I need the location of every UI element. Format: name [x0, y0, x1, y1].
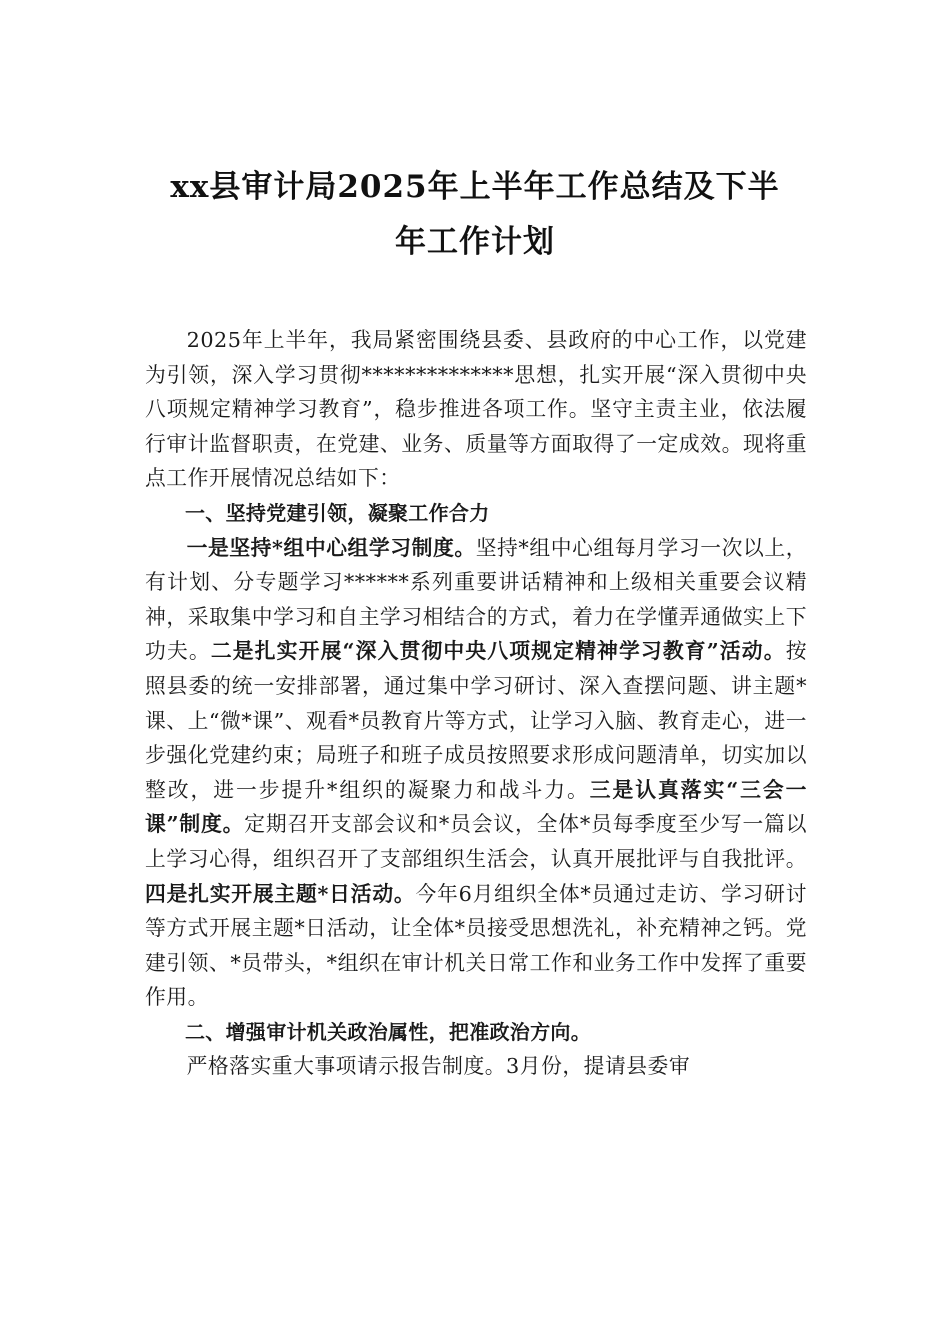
section-2-heading: 二、增强审计机关政治属性，把准政治方向。: [185, 1019, 591, 1044]
title-line-2: 年工作计划: [395, 224, 555, 260]
section-1-text-3: 定期召开支部会议和*员会议，全体*员每季度至少写一篇以上学习心得，组织召开了支部组织生活会，认真开展批评与自我批评。: [145, 812, 808, 871]
section-1-text-1: 坚持*组中心组每月学习一次以上，有计划、分专题学习******系列重要讲话精神和上级相关重要会议精神，采取集中学习和自主学习相结合的方式，着力在学懂弄通做实上下功夫。: [145, 535, 807, 664]
section-1-paragraph: [145, 531, 807, 1015]
section-1-lead-4: 四是扎实开展主题*日活动。: [145, 880, 416, 906]
section-2-paragraph: 严格落实重大事项请示报告制度。3月份，提请县委审: [186, 1054, 691, 1079]
section-1-lead-2: 二是扎实开展“深入贯彻中央八项规定精神学习教育”活动。: [210, 638, 786, 664]
title-line-1: xx县审计局2025年上半年工作总结及下半: [170, 169, 780, 205]
document-title: [120, 160, 830, 270]
document-body: [145, 323, 807, 1084]
section-1-text-2: 按照县委的统一安排部署，通过集中学习研讨、深入查摆问题、讲主题*课、上“微*课”、观看*员教育片等方式，让学习入脑、教育走心，进一步强化党建约束；局班子和班子成员按照要求形成问题清单，切实加以整改，进一步提升*组织的凝聚力和战斗力。: [145, 639, 807, 802]
section-1-lead-1: 一是坚持*组中心组学习制度。: [186, 534, 476, 560]
section-1-lead-3: 三是认真落实“三会一课”制度。: [145, 776, 807, 837]
section-1-heading: 一、坚持党建引领，凝聚工作合力: [185, 500, 490, 525]
intro-paragraph: 2025年上半年，我局紧密围绕县委、县政府的中心工作，以党建为引领，深入学习贯彻**************思想，扎实开展“深入贯彻中央八项规定精神学习教育”，稳步推进各项工作。坚守主责主业，依法履行审计监督职责，在党建、业务、质量等方面取得了一定成效。现将重点工作开展情况总结如下：: [145, 328, 807, 491]
section-1-text-4: 今年6月组织全体*员通过走访、学习研讨等方式开展主题*日活动，让全体*员接受思想洗礼，补充精神之钙。党建引领、*员带头，*组织在审计机关日常工作和业务工作中发挥了重要作用。: [145, 881, 807, 1010]
